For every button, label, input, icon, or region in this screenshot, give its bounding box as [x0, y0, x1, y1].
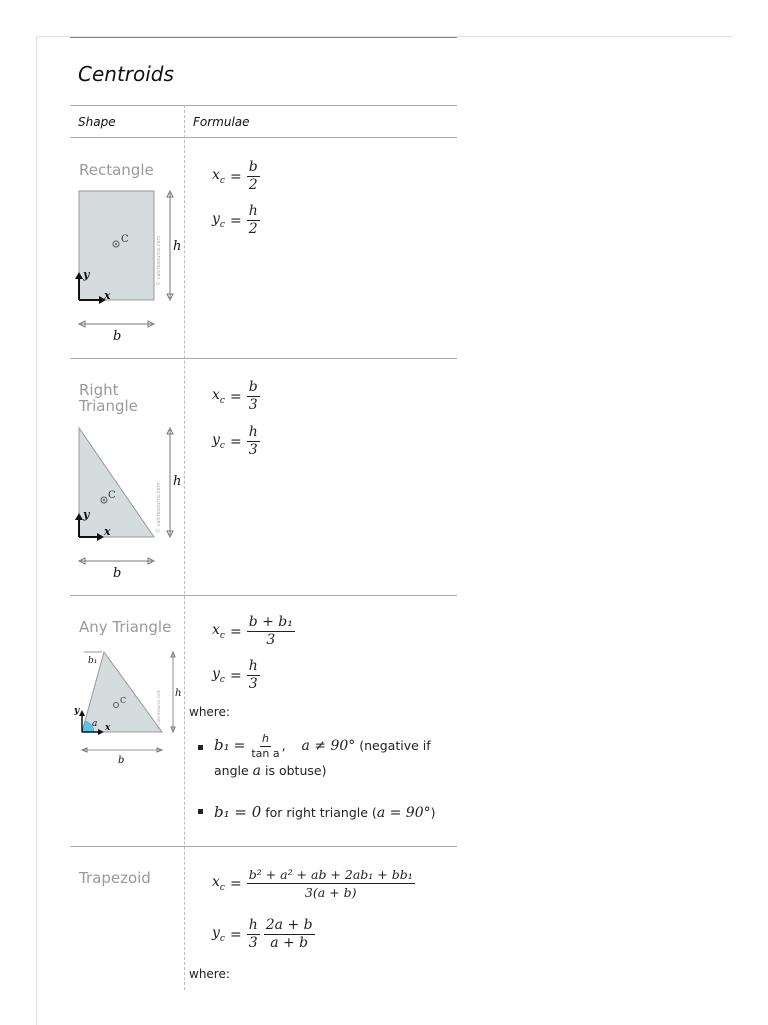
formula-numerator: h: [248, 203, 258, 219]
bullet-text: for right triangle (: [265, 805, 377, 820]
shape-name: Trapezoid: [79, 869, 151, 887]
formula-numerator: 2a + b: [265, 917, 313, 933]
angle-label: a: [92, 719, 98, 729]
formula-denominator: 3: [248, 676, 258, 692]
rectangle-figure: [72, 188, 184, 348]
formula-denominator: 3(a + b): [304, 885, 357, 900]
formula-yc: $y_c$ = $\frac{h}{2}$: [212, 203, 258, 237]
right-triangle-figure: [72, 425, 184, 585]
list-item: b₁ = $\frac{h}{\text{tan a}}$ , a ≠ 90° (negative if angle a is obtuse): [198, 733, 453, 782]
formula-numerator: h: [248, 424, 258, 440]
angle-var: a: [252, 763, 262, 779]
shape-name: Rectangle: [79, 161, 154, 179]
height-label: h: [175, 688, 182, 699]
formula-denominator: tan a: [251, 747, 280, 760]
equals-sign: =: [233, 738, 246, 754]
offset-label: b₁: [88, 656, 98, 666]
y-axis-label: y: [83, 508, 90, 521]
copyright-note: © calcresource.com: [156, 482, 162, 533]
centroid-label: C: [108, 490, 116, 501]
formula-xc: $x_c$ = $\frac{b}{2}$: [212, 159, 258, 193]
column-header-shape: Shape: [78, 115, 116, 129]
row-divider: [70, 358, 457, 359]
x-axis-label: x: [104, 289, 111, 302]
formula-denominator: a + b: [270, 935, 309, 951]
right-triangle-shape: [79, 428, 154, 537]
y-axis-label: y: [83, 268, 90, 281]
copyright-note: © calcresource.com: [156, 689, 161, 730]
formula-xc: $x_c$ = $\frac{b}{3}$: [212, 379, 258, 413]
column-divider: [184, 105, 185, 990]
list-item: [198, 801, 453, 824]
row-divider: [70, 595, 457, 596]
base-label: b: [113, 329, 122, 344]
base-label: b: [118, 755, 125, 766]
where-label: where:: [189, 705, 230, 719]
header-rule: [70, 137, 457, 138]
formula-denominator: 3: [248, 935, 258, 951]
bullet-text-close: ): [430, 805, 436, 820]
bullet-text: (negative if angle: [214, 738, 431, 778]
height-label: h: [173, 239, 182, 254]
shape-name-line2: Triangle: [79, 397, 138, 415]
x-axis-label: x: [104, 525, 111, 538]
centroid-label: C: [120, 696, 127, 705]
condition-math: a ≠ 90°: [301, 738, 356, 754]
rectangle-shape: [79, 191, 154, 300]
bullet-text: is obtuse): [265, 763, 327, 778]
formula-xc: $x_c$ = $\frac{\text{b + b₁}}{3}$: [212, 614, 293, 648]
formula-denominator: 3: [248, 397, 258, 413]
formula-numerator: h: [261, 732, 269, 745]
where-label: where:: [189, 967, 230, 981]
shape-name: Any Triangle: [79, 618, 172, 636]
formula-denominator: 2: [248, 177, 258, 193]
formula-yc: $y_c$ = $\frac{h}{3}$: [212, 658, 258, 692]
table-top-rule: [70, 105, 457, 106]
formula-denominator: 3: [248, 442, 258, 458]
copyright-note: © calcresource.com: [156, 235, 162, 286]
formula-xc: $x_c$ = $\frac{\text{b² + a² + ab + 2ab₁ + bb₁}}{3(a + b)}$: [212, 867, 413, 900]
formula-yc: $y_c$ = $\frac{h}{3}$ $\frac{2a + b}{a + b}$: [212, 917, 313, 951]
height-label: h: [173, 474, 182, 489]
formula-denominator: 2: [248, 221, 258, 237]
shape-name: [79, 382, 138, 414]
formula-numerator: h: [248, 917, 258, 933]
page-title: Centroids: [78, 62, 174, 86]
b1-zero: b₁ = 0: [214, 803, 262, 821]
formula-yc: $y_c$ = $\frac{h}{3}$: [212, 424, 258, 458]
title-rule: [70, 37, 457, 38]
row-divider: [70, 846, 457, 847]
centroids-table: [70, 105, 457, 1024]
centroid-label: C: [121, 234, 129, 245]
angle-math: a = 90°: [376, 805, 431, 821]
formula-denominator: 3: [266, 632, 276, 648]
any-triangle-figure: [72, 648, 184, 768]
b1-symbol: b₁: [214, 736, 230, 754]
formula-numerator: h: [248, 658, 258, 674]
formula-numerator: b + b₁: [248, 614, 293, 630]
column-header-formulae: Formulae: [193, 115, 250, 129]
formula-numerator: b² + a² + ab + 2ab₁ + bb₁: [248, 867, 413, 882]
y-axis-label: y: [74, 706, 80, 716]
base-label: b: [113, 566, 122, 581]
formula-numerator: b: [248, 379, 258, 395]
shape-name-line1: Right: [79, 381, 119, 399]
formula-numerator: b: [248, 159, 258, 175]
x-axis-label: x: [105, 723, 111, 733]
